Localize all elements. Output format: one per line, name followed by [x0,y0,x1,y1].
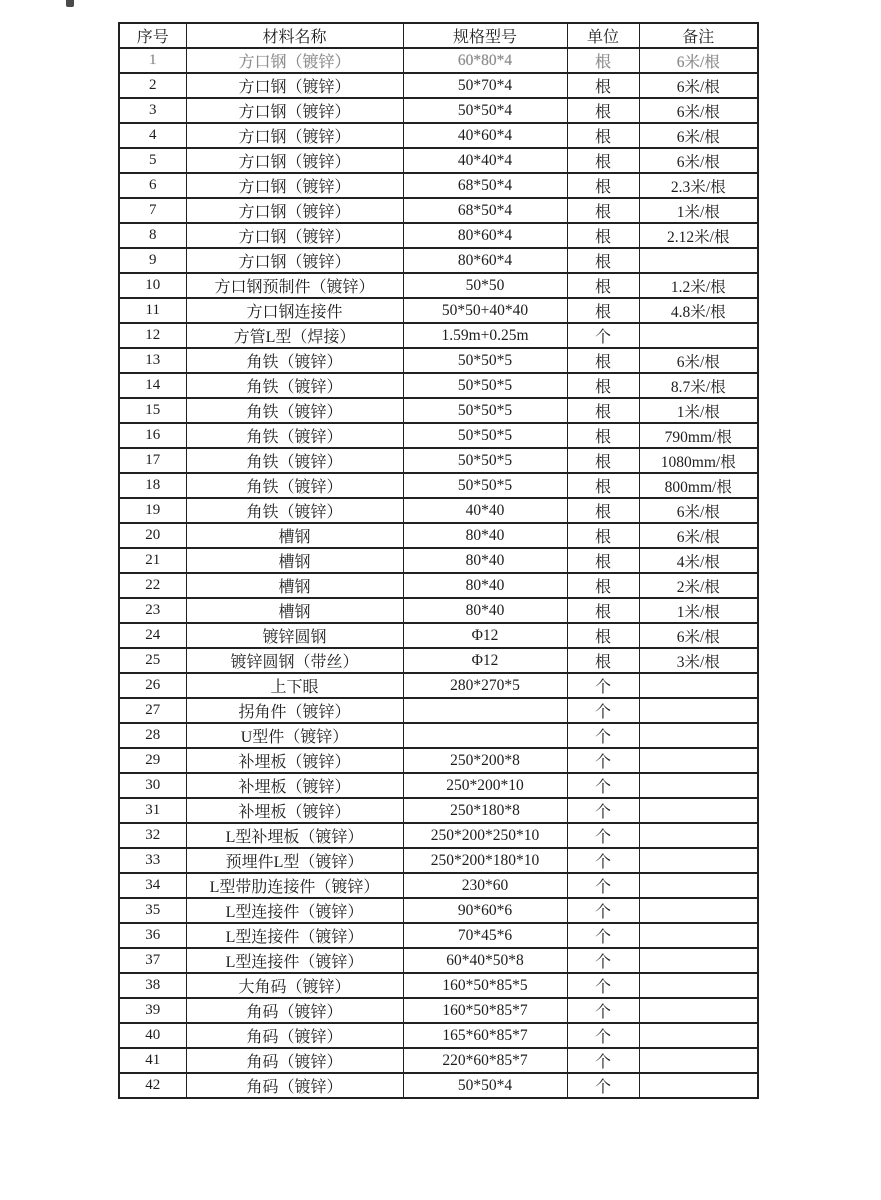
cell-material-name: 方口钢（镀锌） [186,48,403,73]
table-row [119,298,758,323]
cell-remark [639,798,758,823]
cell-spec-model: 50*50 [403,273,567,298]
cell-unit: 个 [567,948,639,973]
cell-seq-number: 36 [119,923,186,948]
cell-spec-model [403,723,567,748]
cell-spec-model: 40*40*4 [403,148,567,173]
cell-spec-model: 250*180*8 [403,798,567,823]
cell-spec-model: 70*45*6 [403,923,567,948]
cell-remark [639,748,758,773]
cell-seq-number: 24 [119,623,186,648]
cell-remark: 1米/根 [639,598,758,623]
cell-unit: 根 [567,398,639,423]
cell-material-name: L型连接件（镀锌） [186,898,403,923]
cell-spec-model: 250*200*10 [403,773,567,798]
table-row [119,198,758,223]
cell-remark: 6米/根 [639,48,758,73]
cell-remark: 4米/根 [639,548,758,573]
cell-material-name: 槽钢 [186,548,403,573]
cell-spec-model: 90*60*6 [403,898,567,923]
table-row [119,148,758,173]
cell-seq-number: 2 [119,73,186,98]
cell-spec-model: 68*50*4 [403,173,567,198]
cell-material-name: 角铁（镀锌） [186,448,403,473]
cell-spec-model: 220*60*85*7 [403,1048,567,1073]
cell-seq-number: 5 [119,148,186,173]
cell-spec-model [403,698,567,723]
cell-seq-number: 9 [119,248,186,273]
cell-remark [639,248,758,273]
cell-unit: 根 [567,473,639,498]
cell-unit: 根 [567,148,639,173]
cell-seq-number: 33 [119,848,186,873]
cell-remark [639,923,758,948]
cell-remark [639,1048,758,1073]
cell-unit: 根 [567,373,639,398]
table-row [119,248,758,273]
cell-spec-model: Φ12 [403,623,567,648]
table-row [119,798,758,823]
table-row [119,348,758,373]
table-row [119,823,758,848]
cell-seq-number: 8 [119,223,186,248]
cell-spec-model: 60*40*50*8 [403,948,567,973]
cell-remark [639,698,758,723]
cell-seq-number: 4 [119,123,186,148]
table-row [119,1073,758,1098]
cell-remark: 800mm/根 [639,473,758,498]
cell-unit: 个 [567,698,639,723]
table-row [119,573,758,598]
cell-material-name: L型补埋板（镀锌） [186,823,403,848]
cell-unit: 根 [567,548,639,573]
cell-seq-number: 37 [119,948,186,973]
cell-material-name: 角码（镀锌） [186,1048,403,1073]
cell-unit: 个 [567,1073,639,1098]
table-row [119,98,758,123]
cell-remark: 1米/根 [639,198,758,223]
table-row [119,698,758,723]
table-row [119,998,758,1023]
materials-table [118,22,759,1099]
table-row [119,1048,758,1073]
table-row [119,373,758,398]
cell-spec-model: 40*40 [403,498,567,523]
cell-spec-model: 50*50*5 [403,373,567,398]
cell-seq-number: 12 [119,323,186,348]
cell-spec-model: 80*40 [403,573,567,598]
cell-remark: 790mm/根 [639,423,758,448]
cell-seq-number: 19 [119,498,186,523]
cell-remark: 2.12米/根 [639,223,758,248]
cell-remark [639,898,758,923]
cell-material-name: 上下眼 [186,673,403,698]
cell-spec-model: 250*200*250*10 [403,823,567,848]
cell-spec-model: 68*50*4 [403,198,567,223]
cell-spec-model: 160*50*85*5 [403,973,567,998]
table-row [119,73,758,98]
cell-remark: 6米/根 [639,623,758,648]
cell-unit: 个 [567,923,639,948]
table-row [119,723,758,748]
cell-material-name: 方管L型（焊接） [186,323,403,348]
cell-remark: 6米/根 [639,148,758,173]
cell-material-name: 补埋板（镀锌） [186,748,403,773]
cell-remark [639,848,758,873]
table-row [119,473,758,498]
cell-seq-number: 14 [119,373,186,398]
table-row [119,973,758,998]
cell-spec-model: 250*200*8 [403,748,567,773]
cell-spec-model: 160*50*85*7 [403,998,567,1023]
cell-material-name: 方口钢（镀锌） [186,248,403,273]
cell-material-name: 补埋板（镀锌） [186,798,403,823]
cell-material-name: 方口钢（镀锌） [186,173,403,198]
cell-spec-model: 50*50*5 [403,348,567,373]
table-row [119,123,758,148]
cell-material-name: 方口钢（镀锌） [186,198,403,223]
cell-remark [639,773,758,798]
header-cell-seq: 序号 [119,23,186,48]
cell-material-name: 角铁（镀锌） [186,473,403,498]
table-row [119,423,758,448]
cell-unit: 个 [567,323,639,348]
table-row [119,898,758,923]
cell-remark: 4.8米/根 [639,298,758,323]
cell-spec-model: Φ12 [403,648,567,673]
cell-material-name: 预埋件L型（镀锌） [186,848,403,873]
cell-remark [639,998,758,1023]
table-row [119,48,758,73]
cell-remark [639,723,758,748]
cell-unit: 根 [567,623,639,648]
cell-material-name: U型件（镀锌） [186,723,403,748]
cell-unit: 根 [567,98,639,123]
cell-seq-number: 18 [119,473,186,498]
cell-unit: 个 [567,673,639,698]
cell-material-name: 大角码（镀锌） [186,973,403,998]
table-row [119,923,758,948]
table-row [119,398,758,423]
cell-remark: 3米/根 [639,648,758,673]
cell-unit: 根 [567,423,639,448]
cell-unit: 根 [567,348,639,373]
header-cell-name: 材料名称 [186,23,403,48]
table-row [119,323,758,348]
table-row [119,523,758,548]
cell-unit: 根 [567,298,639,323]
cell-seq-number: 29 [119,748,186,773]
cell-spec-model: 80*60*4 [403,248,567,273]
cell-seq-number: 34 [119,873,186,898]
cell-remark: 2米/根 [639,573,758,598]
cell-material-name: 方口钢（镀锌） [186,223,403,248]
cell-unit: 根 [567,248,639,273]
cell-remark: 1.2米/根 [639,273,758,298]
cell-remark: 8.7米/根 [639,373,758,398]
cell-unit: 个 [567,748,639,773]
cell-seq-number: 16 [119,423,186,448]
cell-seq-number: 28 [119,723,186,748]
cell-unit: 根 [567,498,639,523]
cell-seq-number: 25 [119,648,186,673]
cell-remark [639,1023,758,1048]
cell-material-name: 槽钢 [186,598,403,623]
table-body [119,48,758,1098]
cell-material-name: 角铁（镀锌） [186,423,403,448]
cell-material-name: 角铁（镀锌） [186,398,403,423]
cell-seq-number: 21 [119,548,186,573]
header-row [119,23,758,48]
cell-spec-model: 40*60*4 [403,123,567,148]
cell-material-name: 方口钢预制件（镀锌） [186,273,403,298]
cell-remark: 1米/根 [639,398,758,423]
cell-seq-number: 10 [119,273,186,298]
table-row [119,223,758,248]
cell-spec-model: 280*270*5 [403,673,567,698]
header-cell-note: 备注 [639,23,758,48]
cell-unit: 根 [567,573,639,598]
table-row [119,1023,758,1048]
cell-material-name: 方口钢（镀锌） [186,123,403,148]
cell-unit: 根 [567,523,639,548]
cell-unit: 根 [567,648,639,673]
cell-unit: 根 [567,448,639,473]
cell-remark: 6米/根 [639,123,758,148]
table-row [119,548,758,573]
cell-material-name: 补埋板（镀锌） [186,773,403,798]
cell-spec-model: 50*70*4 [403,73,567,98]
cell-unit: 根 [567,123,639,148]
table-row [119,748,758,773]
cell-seq-number: 6 [119,173,186,198]
table-row [119,173,758,198]
header-cell-spec: 规格型号 [403,23,567,48]
cell-seq-number: 38 [119,973,186,998]
cell-spec-model: 230*60 [403,873,567,898]
cell-unit: 个 [567,773,639,798]
cell-unit: 根 [567,598,639,623]
table-row [119,673,758,698]
cell-spec-model: 60*80*4 [403,48,567,73]
cell-spec-model: 50*50+40*40 [403,298,567,323]
cell-seq-number: 31 [119,798,186,823]
cell-seq-number: 13 [119,348,186,373]
table-row [119,948,758,973]
cell-material-name: 角铁（镀锌） [186,373,403,398]
table-row [119,848,758,873]
cell-unit: 个 [567,848,639,873]
cell-unit: 根 [567,198,639,223]
cell-remark: 2.3米/根 [639,173,758,198]
cell-unit: 根 [567,173,639,198]
scan-artifact-mark [66,0,74,7]
cell-seq-number: 17 [119,448,186,473]
cell-unit: 个 [567,1048,639,1073]
table-row [119,873,758,898]
cell-material-name: 方口钢（镀锌） [186,98,403,123]
cell-unit: 个 [567,798,639,823]
cell-seq-number: 35 [119,898,186,923]
cell-spec-model: 80*40 [403,523,567,548]
cell-material-name: 槽钢 [186,523,403,548]
cell-unit: 个 [567,998,639,1023]
cell-seq-number: 30 [119,773,186,798]
cell-seq-number: 7 [119,198,186,223]
cell-material-name: 角铁（镀锌） [186,498,403,523]
cell-spec-model: 50*50*5 [403,473,567,498]
table-row [119,448,758,473]
cell-spec-model: 80*40 [403,598,567,623]
table-header [119,23,758,48]
table-row [119,273,758,298]
cell-spec-model: 80*40 [403,548,567,573]
cell-unit: 根 [567,73,639,98]
cell-remark [639,823,758,848]
cell-seq-number: 42 [119,1073,186,1098]
table-row [119,498,758,523]
cell-seq-number: 20 [119,523,186,548]
table-row [119,623,758,648]
cell-seq-number: 11 [119,298,186,323]
cell-remark [639,948,758,973]
cell-seq-number: 26 [119,673,186,698]
cell-unit: 个 [567,898,639,923]
cell-spec-model: 50*50*4 [403,98,567,123]
cell-unit: 个 [567,1023,639,1048]
cell-unit: 根 [567,273,639,298]
cell-unit: 个 [567,973,639,998]
cell-remark: 6米/根 [639,73,758,98]
cell-material-name: 镀锌圆钢（带丝） [186,648,403,673]
cell-material-name: 槽钢 [186,573,403,598]
cell-unit: 个 [567,873,639,898]
cell-material-name: 镀锌圆钢 [186,623,403,648]
cell-remark: 6米/根 [639,348,758,373]
cell-material-name: L型连接件（镀锌） [186,948,403,973]
cell-remark: 6米/根 [639,98,758,123]
cell-seq-number: 1 [119,48,186,73]
cell-material-name: 拐角件（镀锌） [186,698,403,723]
cell-spec-model: 50*50*5 [403,448,567,473]
cell-material-name: 角码（镀锌） [186,1073,403,1098]
cell-remark: 1080mm/根 [639,448,758,473]
cell-remark: 6米/根 [639,523,758,548]
cell-seq-number: 32 [119,823,186,848]
cell-material-name: L型带肋连接件（镀锌） [186,873,403,898]
cell-spec-model: 50*50*5 [403,398,567,423]
table-row [119,773,758,798]
cell-seq-number: 39 [119,998,186,1023]
cell-remark: 6米/根 [639,498,758,523]
cell-spec-model: 50*50*4 [403,1073,567,1098]
cell-material-name: 方口钢（镀锌） [186,148,403,173]
cell-unit: 个 [567,823,639,848]
cell-remark [639,973,758,998]
cell-seq-number: 27 [119,698,186,723]
materials-table-container [118,22,757,1099]
cell-material-name: 角码（镀锌） [186,998,403,1023]
cell-spec-model: 250*200*180*10 [403,848,567,873]
cell-material-name: 角码（镀锌） [186,1023,403,1048]
cell-material-name: 方口钢（镀锌） [186,73,403,98]
header-cell-unit: 单位 [567,23,639,48]
cell-seq-number: 23 [119,598,186,623]
cell-material-name: 角铁（镀锌） [186,348,403,373]
table-row [119,648,758,673]
cell-material-name: L型连接件（镀锌） [186,923,403,948]
cell-seq-number: 41 [119,1048,186,1073]
cell-remark [639,1073,758,1098]
cell-unit: 根 [567,223,639,248]
cell-seq-number: 3 [119,98,186,123]
table-row [119,598,758,623]
cell-spec-model: 165*60*85*7 [403,1023,567,1048]
cell-unit: 根 [567,48,639,73]
cell-seq-number: 40 [119,1023,186,1048]
cell-remark [639,673,758,698]
cell-unit: 个 [567,723,639,748]
cell-spec-model: 80*60*4 [403,223,567,248]
cell-seq-number: 15 [119,398,186,423]
cell-seq-number: 22 [119,573,186,598]
cell-material-name: 方口钢连接件 [186,298,403,323]
cell-remark [639,873,758,898]
cell-remark [639,323,758,348]
cell-spec-model: 1.59m+0.25m [403,323,567,348]
cell-spec-model: 50*50*5 [403,423,567,448]
